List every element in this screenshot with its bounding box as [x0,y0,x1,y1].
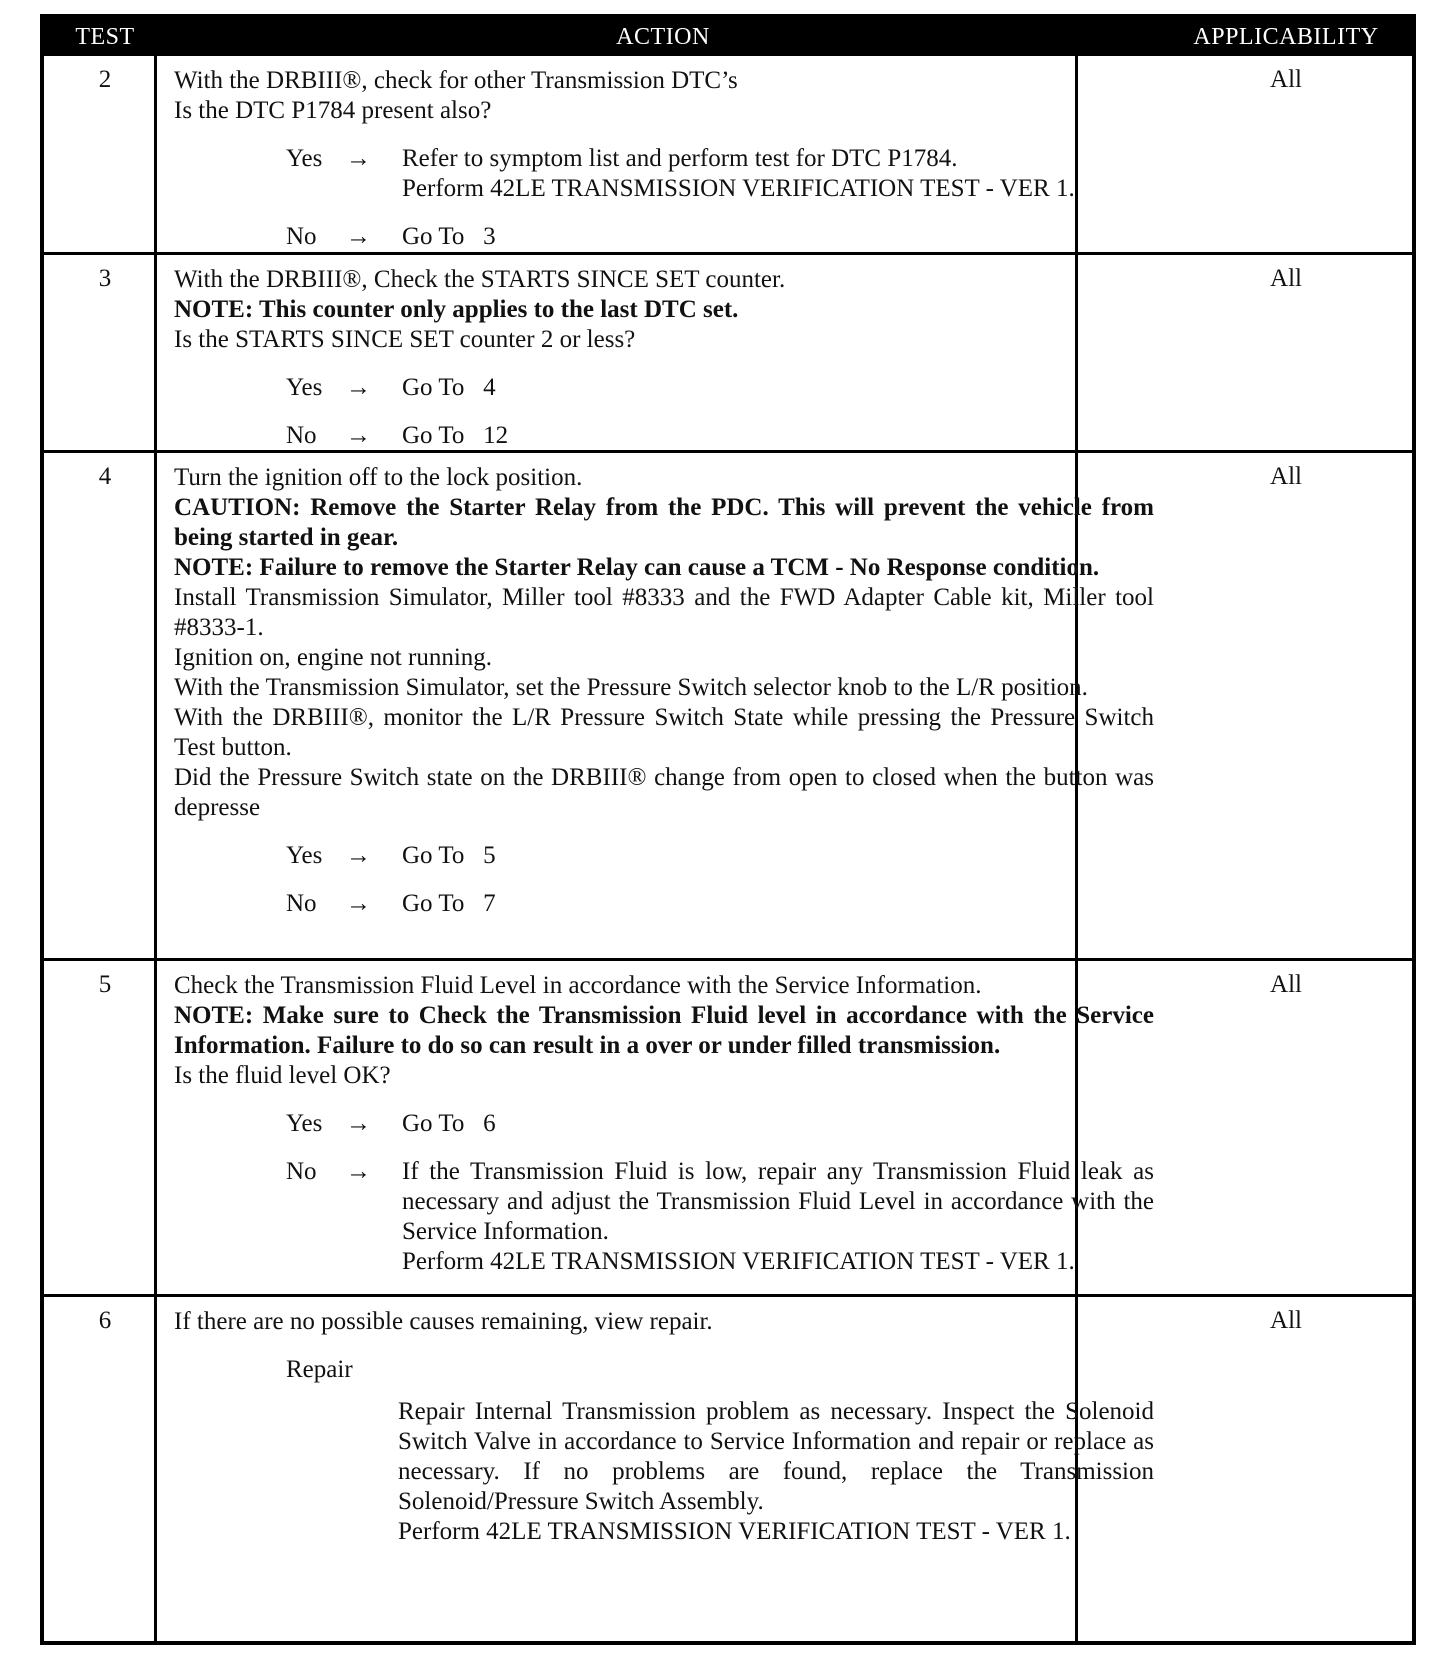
yes-text: Go To 5 [402,842,496,869]
arrow-icon: → [346,1158,371,1185]
no-response [174,222,1154,252]
no-response [174,889,1154,919]
yes-text: Go To 4 [402,374,496,401]
yes-text: Refer to symptom list and perform test for DTC P1784. [402,145,958,172]
note-text: NOTE: Failure to remove the Starter Relay can cause a TCM - No Response condition. [174,554,1100,581]
action-text: Did the Pressure Switch state on the DRBIII® change from open to closed when the button was depresse [174,764,1154,821]
arrow-icon: → [346,374,371,401]
action-text: Is the DTC P1784 present also? [174,97,492,124]
note-text: NOTE: This counter only applies to the last DTC set. [174,296,739,323]
no-text: If the Transmission Fluid is low, repair any Transmission Fluid leak as necessary and adjust the Transmission Fluid Level in accordance with the Service Information. [402,1158,1154,1245]
test-number: 3 [98,265,112,292]
action-text: If there are no possible causes remaining, view repair. [174,1308,713,1335]
arrow-icon: → [346,890,371,917]
arrow-icon: → [346,1110,371,1137]
applicability-cell: All [1270,971,1302,998]
repair-text: Perform 42LE TRANSMISSION VERIFICATION TEST - VER 1. [398,1518,1071,1545]
header-test: TEST [75,24,135,50]
no-text: Perform 42LE TRANSMISSION VERIFICATION TEST - VER 1. [402,1248,1075,1275]
applicability-cell: All [1270,66,1302,93]
arrow-icon: → [346,422,371,449]
table-header [44,18,1412,56]
no-label: No [286,422,317,449]
yes-label: Yes [286,842,323,869]
test-number: 4 [98,463,112,490]
action-cell [174,463,1154,919]
action-cell [174,66,1154,252]
header-applicability: APPLICABILITY [1193,24,1379,50]
action-text: With the Transmission Simulator, set the Pressure Switch selector knob to the L/R position. [174,674,1088,701]
note-text: NOTE: Make sure to Check the Transmission Fluid level in accordance with the Service Information. Failure to do so can result in a over or under filled transmission. [174,1002,1154,1059]
repair-text: Repair Internal Transmission problem as necessary. Inspect the Solenoid Switch Valve in accordance to Service Information and repair or replace as necessary. If no problems are found, replace the Transmission Solenoid/Pressure Switch Assembly. [398,1398,1154,1515]
table-row [44,1294,1412,1641]
no-text: Go To 12 [402,422,509,449]
table-row [44,56,1412,252]
yes-text: Go To 6 [402,1110,496,1137]
test-number: 5 [98,971,112,998]
no-response [174,421,1154,451]
no-label: No [286,890,317,917]
action-text: Is the STARTS SINCE SET counter 2 or less? [174,326,636,353]
yes-label: Yes [286,1110,323,1137]
action-cell [174,971,1154,1277]
no-label: No [286,223,317,250]
arrow-icon: → [346,223,371,250]
arrow-icon: → [346,842,371,869]
table-row [44,958,1412,1294]
yes-response [174,1109,1154,1139]
yes-response [174,373,1154,403]
yes-response [174,841,1154,871]
arrow-icon: → [346,145,371,172]
action-text: Check the Transmission Fluid Level in accordance with the Service Information. [174,972,982,999]
test-number: 2 [98,66,112,93]
action-cell [174,265,1154,451]
no-response [174,1157,1154,1277]
yes-label: Yes [286,374,323,401]
yes-response [174,144,1154,204]
yes-text: Perform 42LE TRANSMISSION VERIFICATION TEST - VER 1. [402,175,1075,202]
action-text: Is the fluid level OK? [174,1062,391,1089]
no-text: Go To 7 [402,890,496,917]
action-text: Install Transmission Simulator, Miller tool #8333 and the FWD Adapter Cable kit, Miller tool #8333-1. [174,584,1154,641]
caution-text: CAUTION: Remove the Starter Relay from the PDC. This will prevent the vehicle from being started in gear. [174,494,1154,551]
table-row [44,450,1412,958]
repair-body [398,1397,1154,1547]
action-text: Ignition on, engine not running. [174,644,493,671]
diagnostic-test-table [40,14,1416,1645]
action-cell [174,1307,1154,1547]
test-number: 6 [98,1307,112,1334]
repair-label: Repair [286,1356,353,1383]
action-text: With the DRBIII®, check for other Transmission DTC’s [174,67,738,94]
applicability-cell: All [1270,1307,1302,1334]
action-text: With the DRBIII®, monitor the L/R Pressure Switch State while pressing the Pressure Switch Test button. [174,704,1154,761]
action-text: With the DRBIII®, Check the STARTS SINCE SET counter. [174,266,786,293]
applicability-cell: All [1270,463,1302,490]
no-text: Go To 3 [402,223,496,250]
table-row [44,252,1412,450]
header-action: ACTION [616,24,710,50]
no-label: No [286,1158,317,1185]
action-text: Turn the ignition off to the lock position. [174,464,583,491]
applicability-cell: All [1270,265,1302,292]
yes-label: Yes [286,145,323,172]
